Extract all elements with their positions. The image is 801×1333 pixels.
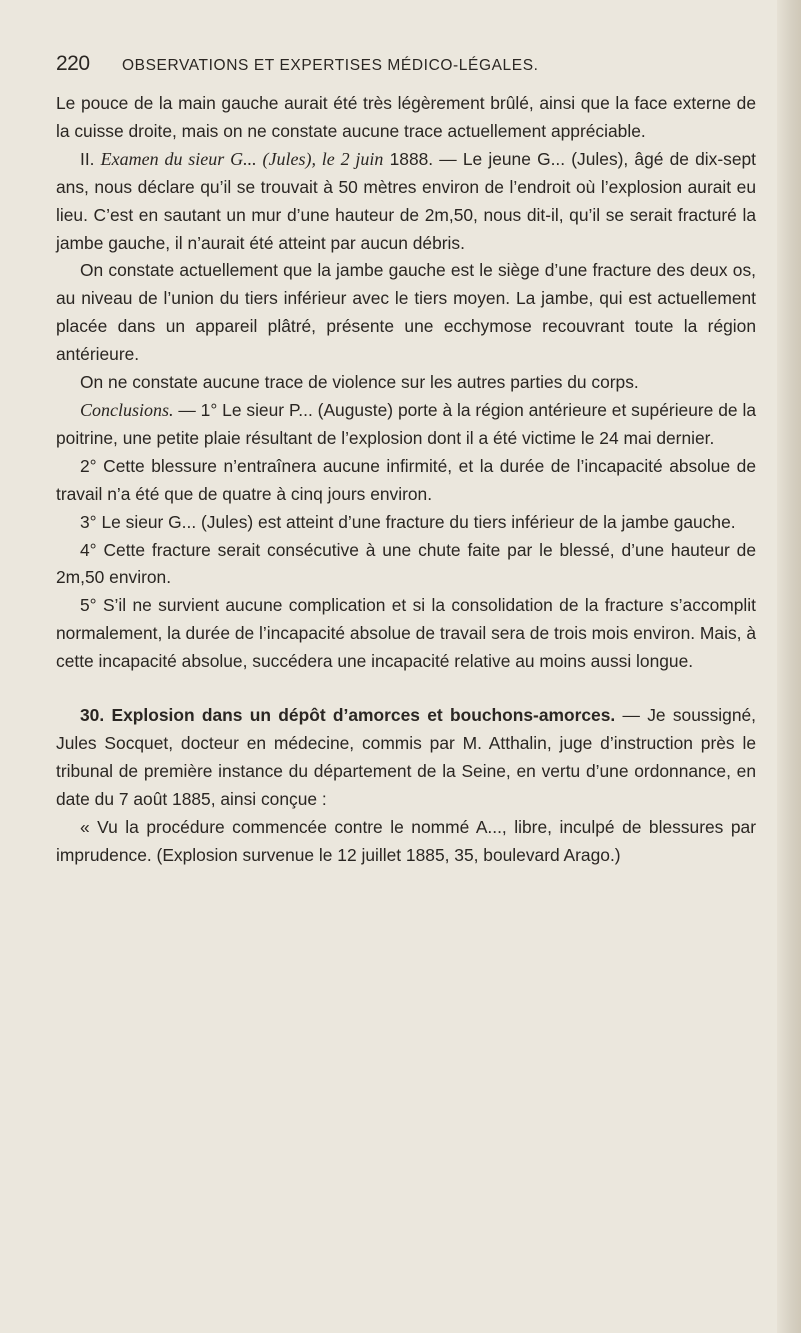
paragraph: On ne constate aucune trace de violence sur les autres parties du corps. xyxy=(80,372,639,393)
page-header xyxy=(56,52,756,82)
paragraph: « Vu la procédure commencée contre le nommé A..., libre, inculpé de blessures par imprudence. (Explosion survenue le 12 juillet 1885, 35, boulevard Arago.) xyxy=(56,816,756,865)
page-edge-shadow xyxy=(777,0,801,1333)
page-body xyxy=(56,90,756,869)
paragraph: 5° S’il ne survient aucune complication et si la consolidation de la fracture s’accomplit normalement, la durée de l’incapacité absolue de travail sera de trois mois environ. Mais, à cette incapacité absolue, succédera une incapacité relative au moins aussi longue. xyxy=(56,595,756,672)
paragraph: 4° Cette fracture serait consécutive à une chute faite par le blessé, d’une hauteur de 2m,50 environ. xyxy=(56,539,756,588)
paragraph-conclusions: Conclusions. — 1° Le sieur P... (Auguste) porte à la région antérieure et supérieure de la poitrine, une petite plaie résultant de l’explosion dont il a été victime le 24 mai dernier. xyxy=(56,399,756,448)
section-30: 30. Explosion dans un dépôt d’amorces et bouchons-amorces. — Je soussigné, Jules Socquet, docteur en médecine, commis par M. Atthalin, juge d’instruction près le tribunal de première instance du département de la Seine, en vertu d’une ordonnance, en date du 7 août 1885, ainsi conçue : xyxy=(56,705,757,809)
italic-heading: Conclusions. xyxy=(80,399,174,420)
paragraph: Le pouce de la main gauche aurait été très légèrement brûlé, ainsi que la face externe de la cuisse droite, mais on ne constate aucune trace actuellement appréciable. xyxy=(56,93,756,141)
italic-heading: Examen du sieur G... (Jules), le 2 juin xyxy=(100,148,384,169)
book-page xyxy=(56,52,756,869)
running-title: OBSERVATIONS ET EXPERTISES MÉDICO-LÉGALES. xyxy=(122,57,539,74)
section-title: 30. Explosion dans un dépôt d’amorces et bouchons-amorces. xyxy=(80,705,616,726)
paragraph: On constate actuellement que la jambe gauche est le siège d’une fracture des deux os, au niveau de l’union du tiers inférieur avec le tiers moyen. La jambe, qui est actuellement placée dans un appareil plâtré, présente une ecchymose recouvrant toute la région antérieure. xyxy=(56,260,756,365)
page-number: 220 xyxy=(56,52,90,75)
paragraph-examen-g: II. Examen du sieur G... (Jules), le 2 juin 1888. — Le jeune G... (Jules), âgé de dix-sept ans, nous déclare qu’il se trouvait à 50 mètres environ de l’endroit où l’explosion aurait eu lieu. C’est en sautant un mur d’une hauteur de 2m,50, nous dit-il, qu’il se serait fracturé la jambe gauche, il n’aurait été atteint par aucun débris. xyxy=(56,148,757,253)
paragraph: 2° Cette blessure n’entraînera aucune infirmité, et la durée de l’incapacité absolue de travail n’a été que de quatre à cinq jours environ. xyxy=(56,455,756,504)
paragraph: 3° Le sieur G... (Jules) est atteint d’une fracture du tiers inférieur de la jambe gauche. xyxy=(80,511,736,532)
